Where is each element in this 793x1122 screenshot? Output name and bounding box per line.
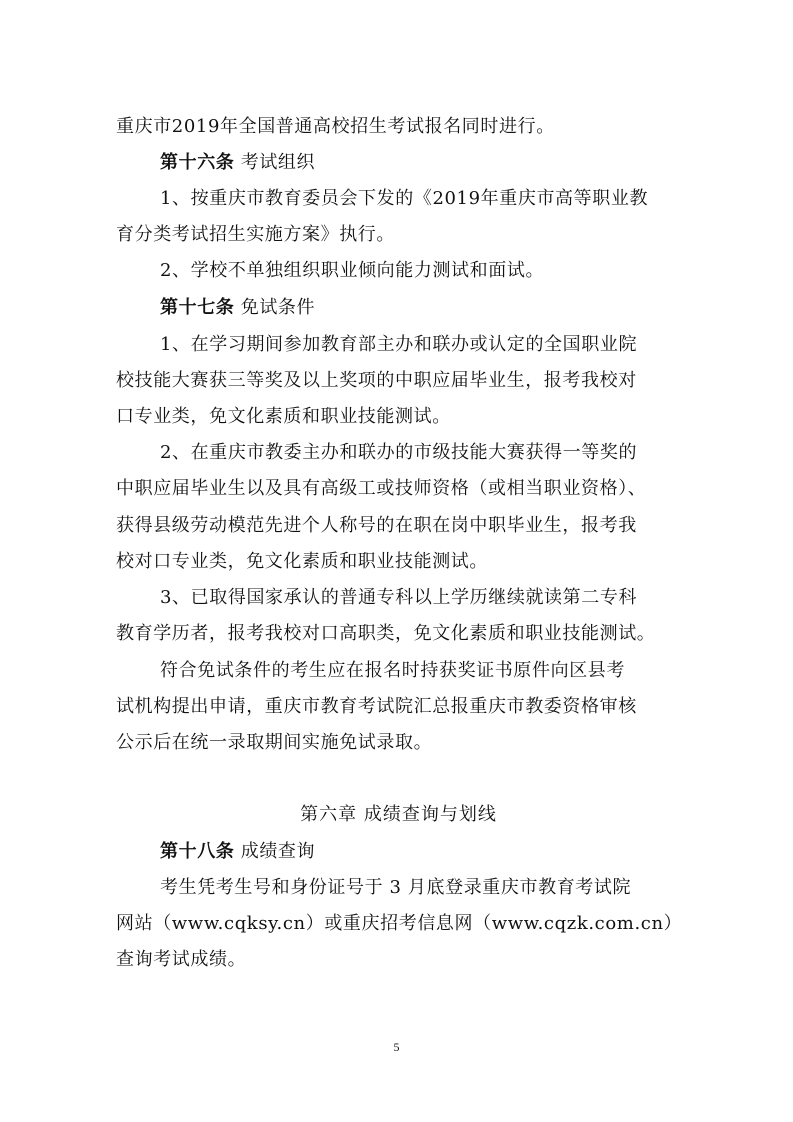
article-number: 第十六条 (160, 152, 235, 173)
text-line: 教育学历者，报考我校对口高职类，免文化素质和职业技能测试。 (116, 623, 656, 644)
text-line: 育分类考试招生实施方案》执行。 (116, 224, 395, 245)
text-line: 校技能大赛获三等奖及以上奖项的中职应届毕业生，报考我校对 (116, 370, 637, 391)
text-line: 公示后在统一录取期间实施免试录取。 (116, 732, 433, 753)
article-number: 第十七条 (160, 297, 235, 318)
text-line: 考生凭考生号和身份证号于 3 月底登录重庆市教育考试院 (160, 877, 632, 898)
text-line: 网站（www.cqksy.cn）或重庆招考信息网（www.cqzk.com.cn） (116, 913, 683, 934)
text-line: 重庆市2019年全国普通高校招生考试报名同时进行。 (116, 116, 555, 137)
text-line: 2、在重庆市教委主办和联办的市级技能大赛获得一等奖的 (160, 442, 638, 463)
page-number: 5 (393, 1040, 400, 1054)
text-line: 中职应届毕业生以及具有高级工或技师资格（或相当职业资格）、 (116, 478, 647, 499)
chapter-title: 第六章 成绩查询与划线 (300, 804, 497, 825)
article-number: 第十八条 (160, 841, 235, 862)
text-line: 2、学校不单独组织职业倾向能力测试和面试。 (160, 260, 545, 281)
article-18-heading (160, 840, 681, 864)
text-line: 符合免试条件的考生应在报名时持获奖证书原件向区县考 (160, 660, 625, 681)
article-16-heading (160, 151, 681, 175)
article-title: 考试组织 (240, 152, 316, 173)
article-title: 成绩查询 (240, 841, 316, 862)
text-line: 校对口专业类，免文化素质和职业技能测试。 (116, 551, 488, 572)
text-line: 获得县级劳动模范先进个人称号的在职在岗中职毕业生，报考我 (116, 515, 637, 536)
text-line: 3、已取得国家承认的普通专科以上学历继续就读第二专科 (160, 587, 638, 608)
article-17-heading (160, 296, 681, 320)
article-title: 免试条件 (240, 297, 316, 318)
text-line: 1、在学习期间参加教育部主办和联办或认定的全国职业院 (160, 334, 638, 355)
text-line: 口专业类，免文化素质和职业技能测试。 (116, 406, 451, 427)
text-line: 试机构提出申请，重庆市教育考试院汇总报重庆市教委资格审核 (116, 696, 637, 717)
text-line: 1、按重庆市教育委员会下发的《2019年重庆市高等职业教 (160, 188, 649, 209)
text-line: 查询考试成绩。 (116, 949, 247, 970)
